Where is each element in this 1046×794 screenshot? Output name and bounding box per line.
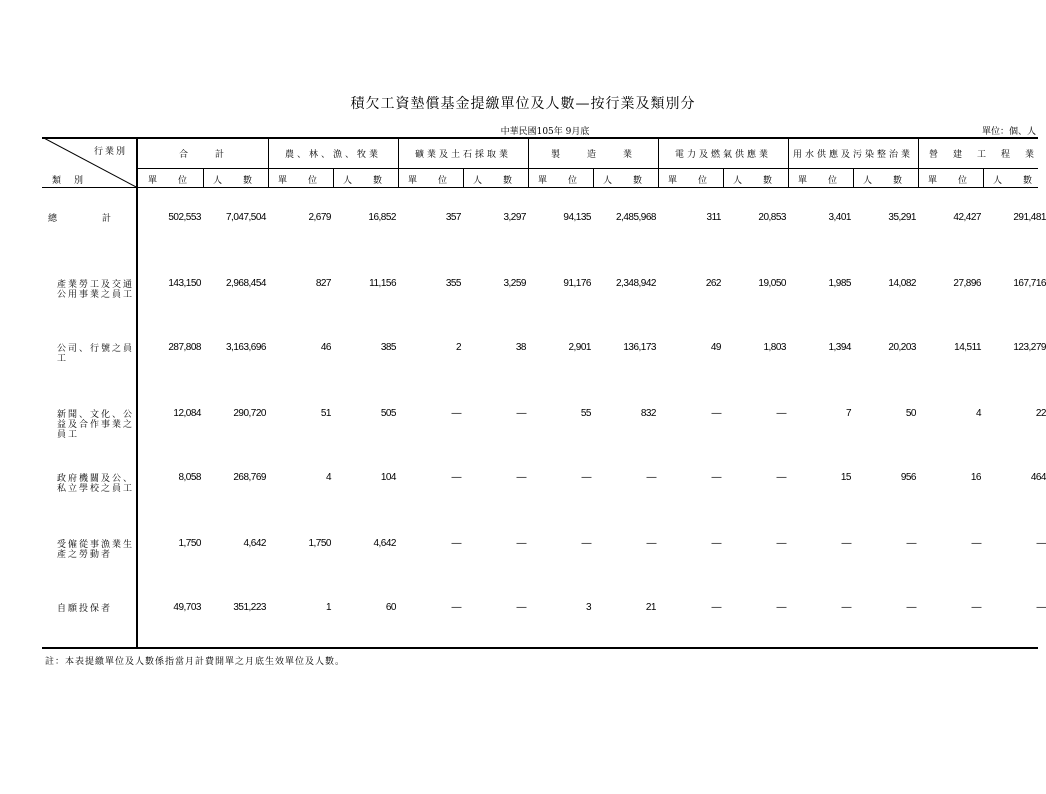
table-cell: — <box>776 602 786 613</box>
table-cell: 19,050 <box>758 278 786 289</box>
table-cell: 502,553 <box>168 212 201 223</box>
table-cell: 2,901 <box>568 342 591 353</box>
table-bottom-border <box>42 647 1038 649</box>
header-mid-line <box>138 168 1038 169</box>
table-cell: — <box>711 472 721 483</box>
industry-header: 合 計 <box>178 150 227 160</box>
footnote: 註：本表提繳單位及人數係指當月計費開單之月底生效單位及人數。 <box>45 657 346 667</box>
table-cell: 832 <box>640 408 656 419</box>
row-label: 自願投保者 <box>57 604 113 614</box>
table-cell: 4 <box>325 472 331 483</box>
table-cell: 287,808 <box>168 342 201 353</box>
table-cell: 505 <box>380 408 396 419</box>
table-cell: — <box>646 472 656 483</box>
corner-bottom-label: 類 別 <box>52 176 86 186</box>
subcolumn-divider <box>333 169 334 187</box>
table-cell: 2,679 <box>308 212 331 223</box>
group-divider <box>918 139 919 187</box>
table-cell: 262 <box>705 278 721 289</box>
table-cell: — <box>971 538 981 549</box>
table-cell: 42,427 <box>953 212 981 223</box>
table-cell: 16 <box>970 472 981 483</box>
table-cell: 385 <box>380 342 396 353</box>
table-cell: — <box>646 538 656 549</box>
table-cell: 291,481 <box>1013 212 1046 223</box>
table-cell: — <box>776 538 786 549</box>
table-cell: 2,968,454 <box>226 278 266 289</box>
table-cell: 3,297 <box>503 212 526 223</box>
table-cell: 38 <box>515 342 526 353</box>
table-cell: 357 <box>445 212 461 223</box>
table-cell: 60 <box>385 602 396 613</box>
subcolumn-divider <box>593 169 594 187</box>
report-date: 中華民國105年 9月底 <box>500 127 590 137</box>
table-cell: 136,173 <box>623 342 656 353</box>
table-cell: — <box>711 602 721 613</box>
table-cell: 2,485,968 <box>616 212 656 223</box>
group-divider <box>528 139 529 187</box>
table-cell: 22 <box>1035 408 1046 419</box>
table-cell: 1 <box>325 602 331 613</box>
table-cell: 91,176 <box>563 278 591 289</box>
group-divider <box>788 139 789 187</box>
subheader-persons: 人 數 <box>602 176 648 186</box>
table-cell: 3,163,696 <box>226 342 266 353</box>
table-cell: 355 <box>445 278 461 289</box>
table-cell: — <box>906 602 916 613</box>
table-cell: — <box>516 472 526 483</box>
table-cell: — <box>906 538 916 549</box>
table-cell: 35,291 <box>888 212 916 223</box>
table-cell: — <box>776 408 786 419</box>
table-cell: 12,084 <box>173 408 201 419</box>
row-label: 總 計 <box>48 214 112 224</box>
subheader-units: 單 位 <box>277 176 323 186</box>
subheader-persons: 人 數 <box>472 176 518 186</box>
table-cell: 4 <box>975 408 981 419</box>
table-cell: — <box>841 602 851 613</box>
subcolumn-divider <box>723 169 724 187</box>
table-cell: — <box>711 538 721 549</box>
table-cell: 4,642 <box>243 538 266 549</box>
subheader-units: 單 位 <box>147 176 193 186</box>
table-cell: 167,716 <box>1013 278 1046 289</box>
table-cell: 3 <box>585 602 591 613</box>
table-cell: — <box>711 408 721 419</box>
subheader-units: 單 位 <box>537 176 583 186</box>
header-bottom-border <box>42 187 1038 188</box>
table-cell: 94,135 <box>563 212 591 223</box>
table-top-border <box>42 137 1038 139</box>
table-cell: 2 <box>455 342 461 353</box>
table-cell: 1,985 <box>828 278 851 289</box>
table-cell: — <box>451 408 461 419</box>
table-cell: 14,511 <box>954 342 981 353</box>
subcolumn-divider <box>983 169 984 187</box>
unit-label: 單位：個、人 <box>981 127 1036 137</box>
table-cell: — <box>451 538 461 549</box>
table-cell: 351,223 <box>233 602 266 613</box>
table-cell: — <box>581 538 591 549</box>
table-cell: 3,259 <box>503 278 526 289</box>
table-cell: 1,750 <box>308 538 331 549</box>
table-cell: 14,082 <box>888 278 916 289</box>
table-cell: 290,720 <box>233 408 266 419</box>
table-cell: 20,853 <box>758 212 786 223</box>
table-cell: — <box>451 472 461 483</box>
subheader-units: 單 位 <box>927 176 973 186</box>
subheader-units: 單 位 <box>797 176 843 186</box>
table-cell: 2,348,942 <box>616 278 656 289</box>
table-cell: — <box>516 408 526 419</box>
table-cell: 143,150 <box>168 278 201 289</box>
table-cell: 1,803 <box>763 342 786 353</box>
table-cell: 464 <box>1030 472 1046 483</box>
table-cell: — <box>841 538 851 549</box>
industry-header: 礦業及土石採取業 <box>414 150 511 160</box>
table-cell: 50 <box>905 408 916 419</box>
industry-header: 用水供應及污染整治業 <box>792 150 913 160</box>
subheader-persons: 人 數 <box>992 176 1038 186</box>
subheader-persons: 人 數 <box>342 176 388 186</box>
table-cell: 27,896 <box>953 278 981 289</box>
subcolumn-divider <box>463 169 464 187</box>
table-cell: 46 <box>320 342 331 353</box>
table-cell: 7 <box>845 408 851 419</box>
table-cell: 268,769 <box>233 472 266 483</box>
table-cell: — <box>581 472 591 483</box>
table-cell: — <box>516 602 526 613</box>
table-cell: — <box>451 602 461 613</box>
table-cell: 49 <box>710 342 721 353</box>
subheader-units: 單 位 <box>407 176 453 186</box>
industry-header: 營 建 工 程 業 <box>928 150 1037 160</box>
row-label: 新聞、文化、公益及合作事業之員工 <box>57 410 135 440</box>
table-cell: 104 <box>380 472 396 483</box>
row-label: 政府機關及公、私立學校之員工 <box>57 474 135 494</box>
row-label: 受僱從事漁業生產之勞動者 <box>57 540 135 560</box>
table-cell: 20,203 <box>888 342 916 353</box>
table-cell: 827 <box>315 278 331 289</box>
table-cell: 1,394 <box>828 342 851 353</box>
table-cell: 49,703 <box>173 602 201 613</box>
subcolumn-divider <box>853 169 854 187</box>
table-cell: 15 <box>840 472 851 483</box>
table-cell: — <box>516 538 526 549</box>
group-divider <box>658 139 659 187</box>
subheader-units: 單 位 <box>667 176 713 186</box>
table-cell: 11,156 <box>369 278 396 289</box>
corner-top-label: 行業別 <box>94 147 128 157</box>
table-cell: — <box>776 472 786 483</box>
table-cell: 956 <box>900 472 916 483</box>
table-cell: 7,047,504 <box>226 212 266 223</box>
table-cell: 123,279 <box>1013 342 1046 353</box>
page-title: 積欠工資墊償基金提繳單位及人數—按行業及類別分 <box>350 96 696 112</box>
table-cell: 8,058 <box>178 472 201 483</box>
table-cell: 1,750 <box>178 538 201 549</box>
table-cell: — <box>1036 602 1046 613</box>
table-cell: — <box>1036 538 1046 549</box>
industry-header: 製 造 業 <box>550 150 635 160</box>
subheader-persons: 人 數 <box>212 176 258 186</box>
table-cell: 311 <box>706 212 721 223</box>
table-cell: 21 <box>645 602 656 613</box>
row-label: 產業勞工及交通公用事業之員工 <box>57 280 135 300</box>
group-divider <box>398 139 399 187</box>
table-cell: 55 <box>580 408 591 419</box>
subheader-persons: 人 數 <box>862 176 908 186</box>
industry-header: 農、林、漁、牧業 <box>284 150 381 160</box>
subcolumn-divider <box>203 169 204 187</box>
table-cell: 4,642 <box>373 538 396 549</box>
table-cell: — <box>971 602 981 613</box>
row-label: 公司、行號之員工 <box>57 344 135 364</box>
subheader-persons: 人 數 <box>732 176 778 186</box>
group-divider <box>268 139 269 187</box>
table-cell: 51 <box>320 408 331 419</box>
table-cell: 16,852 <box>368 212 396 223</box>
table-cell: 3,401 <box>828 212 851 223</box>
industry-header: 電力及燃氣供應業 <box>674 150 771 160</box>
